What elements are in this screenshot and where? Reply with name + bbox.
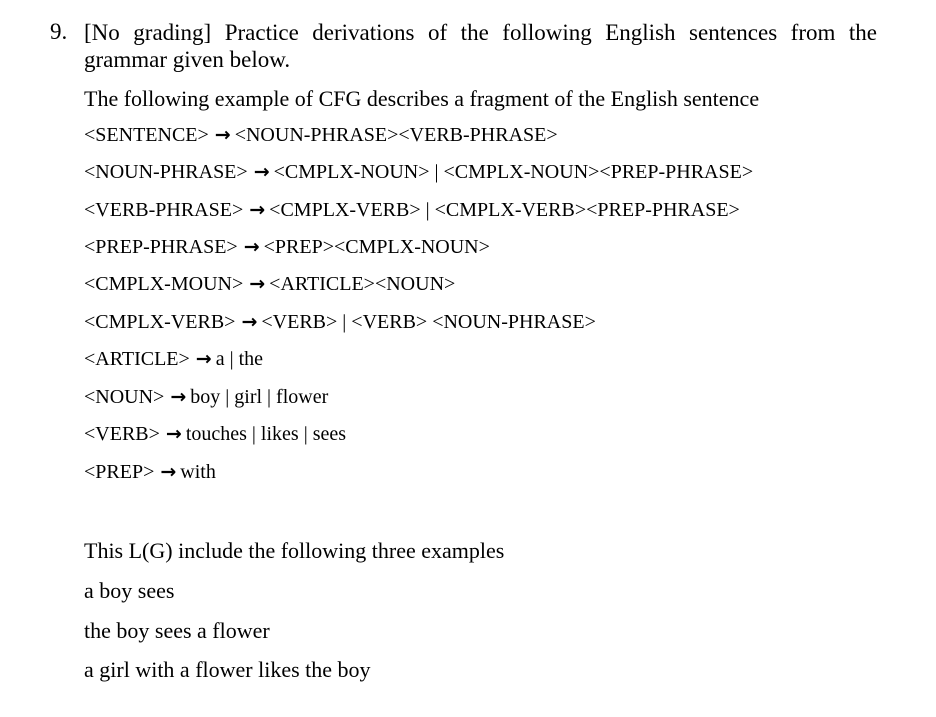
example-sentence: a boy sees bbox=[84, 578, 175, 603]
rule-lhs: <NOUN-PHRASE> bbox=[84, 161, 248, 183]
grammar-rule bbox=[84, 161, 753, 184]
rule-lhs: <PREP> bbox=[84, 461, 155, 483]
grammar-rule bbox=[84, 386, 328, 409]
rule-rhs: <VERB> | <VERB> <NOUN-PHRASE> bbox=[261, 311, 596, 333]
grammar-rule bbox=[84, 236, 490, 259]
arrow-icon: → bbox=[243, 236, 260, 258]
arrow-icon: → bbox=[253, 161, 270, 183]
grammar-rule bbox=[84, 461, 216, 484]
rule-lhs: <ARTICLE> bbox=[84, 348, 190, 370]
rule-lhs: <VERB-PHRASE> bbox=[84, 199, 244, 221]
examples-title: This L(G) include the following three examples bbox=[84, 538, 505, 563]
rule-lhs: <VERB> bbox=[84, 423, 160, 445]
question-number: 9. bbox=[50, 19, 68, 44]
arrow-icon: → bbox=[249, 273, 266, 295]
rule-rhs: with bbox=[180, 461, 216, 483]
example-sentence: a girl with a flower likes the boy bbox=[84, 657, 371, 682]
rule-lhs: <CMPLX-MOUN> bbox=[84, 273, 244, 295]
question-text: [No grading] Practice derivations of the following English sentences from the grammar given below. bbox=[84, 20, 877, 72]
rule-rhs: <PREP><CMPLX-NOUN> bbox=[263, 236, 490, 258]
arrow-icon: → bbox=[241, 311, 258, 333]
arrow-icon: → bbox=[214, 124, 231, 146]
rule-lhs: <CMPLX-VERB> bbox=[84, 311, 236, 333]
arrow-icon: → bbox=[170, 386, 187, 408]
arrow-icon: → bbox=[195, 348, 212, 370]
rule-rhs: <NOUN-PHRASE><VERB-PHRASE> bbox=[234, 124, 558, 146]
grammar-rule bbox=[84, 199, 740, 222]
arrow-icon: → bbox=[249, 199, 266, 221]
arrow-icon: → bbox=[165, 423, 182, 445]
example-sentence: the boy sees a flower bbox=[84, 618, 270, 643]
grammar-rule bbox=[84, 273, 455, 296]
grammar-intro: The following example of CFG describes a fragment of the English sentence bbox=[84, 86, 760, 111]
grammar-rule bbox=[84, 348, 263, 371]
rule-rhs: <CMPLX-VERB> | <CMPLX-VERB><PREP-PHRASE> bbox=[269, 199, 740, 221]
rule-rhs: touches | likes | sees bbox=[185, 423, 347, 445]
rule-rhs: <ARTICLE><NOUN> bbox=[269, 273, 456, 295]
rule-rhs: a | the bbox=[215, 348, 264, 370]
grammar-rule bbox=[84, 124, 558, 147]
rule-lhs: <PREP-PHRASE> bbox=[84, 236, 238, 258]
rule-lhs: <SENTENCE> bbox=[84, 124, 209, 146]
grammar-rule bbox=[84, 311, 596, 334]
rule-rhs: <CMPLX-NOUN> | <CMPLX-NOUN><PREP-PHRASE> bbox=[273, 161, 754, 183]
arrow-icon: → bbox=[160, 461, 177, 483]
grammar-rule bbox=[84, 423, 346, 446]
rule-lhs: <NOUN> bbox=[84, 386, 165, 408]
rule-rhs: boy | girl | flower bbox=[190, 386, 329, 408]
